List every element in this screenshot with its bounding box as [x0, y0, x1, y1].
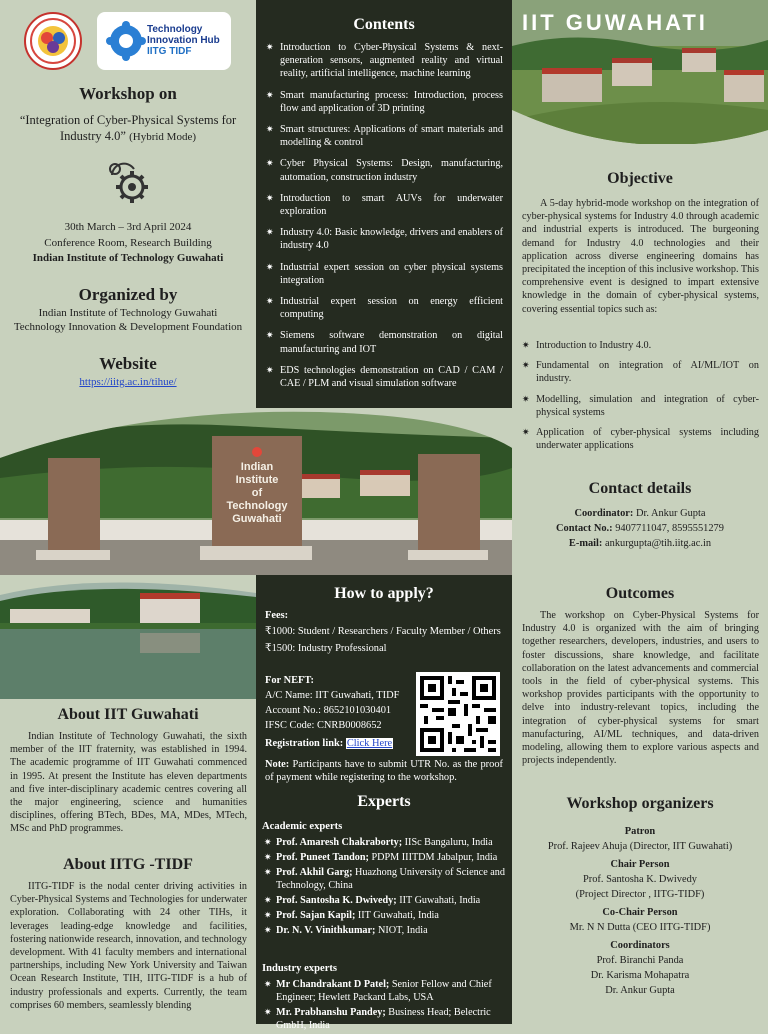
- qr-code: [416, 672, 500, 756]
- workshop-mode: (Hybrid Mode): [129, 131, 196, 143]
- expert-name: Prof. Sajan Kapil;: [276, 910, 356, 921]
- organizer-line-2: Technology Innovation & Development Foundation: [13, 321, 243, 333]
- expert-name: Dr. N. V. Vinithkumar;: [276, 925, 376, 936]
- coordinator-label: Coordinator:: [574, 508, 634, 519]
- industry-experts-heading: Industry experts: [262, 963, 338, 974]
- gate-sign-line: Technology: [226, 500, 288, 512]
- academic-experts-list: [256, 836, 512, 939]
- organizer-line-1: Indian Institute of Technology Guwahati: [38, 307, 218, 319]
- objective-panel: [512, 0, 768, 575]
- workshop-date: 30th March – 3rd April 2024: [64, 221, 192, 233]
- about-tidf-text: IITG-TIDF is the nodal center driving activities in Cyber-Physical Systems and Technologies for underwater exploration. Collaborating with 24 other TIHs, it leverages leading-edge knowledge and facilities, fostering nationwide research, innovation, and technology development. With 41 faculty members and international partnerships, including New York University and Taiwan Ocean Research Institute, TIH, IITG-TIDF is a hub of industry professionals and experts. Currently, the team comprises 60 members, seamlessly blending: [10, 881, 247, 1011]
- fees-label: Fees:: [265, 610, 289, 621]
- expert-affiliation: IISc Bangaluru, India: [404, 837, 493, 848]
- expert-name: Prof. Santosha K. Dwivedy;: [276, 895, 397, 906]
- expert-name: Prof. Akhil Garg;: [276, 867, 353, 878]
- gate-photo: [0, 408, 512, 575]
- experts-heading: Experts: [357, 793, 411, 810]
- registration-link[interactable]: Click Here: [346, 738, 393, 749]
- contents-heading: Contents: [353, 16, 415, 33]
- about-tidf-heading: About IITG -TIDF: [63, 856, 193, 873]
- contents-item: ✷ Introduction to smart AUVs for underwater exploration: [256, 192, 503, 218]
- workshop-institute: Indian Institute of Technology Guwahati: [32, 252, 224, 264]
- tih-logo: [97, 12, 231, 70]
- website-heading: Website: [99, 354, 157, 373]
- neft-label: For NEFT:: [265, 675, 314, 686]
- email-address[interactable]: ankurgupta@tih.iitg.ac.in: [605, 538, 712, 549]
- expert-item: [256, 909, 506, 922]
- expert-affiliation: NIOT, India: [378, 925, 428, 936]
- objective-item: ✷ Modelling, simulation and integration of cyber-physical systems: [512, 393, 759, 419]
- expert-item: [256, 866, 506, 892]
- contents-item: ✷ Siemens software demonstration on digital manufacturing and IOT: [256, 329, 503, 355]
- gate-sign-line: Institute: [235, 474, 279, 486]
- note-text: Participants have to submit UTR No. as the proof of payment while registering to the workshop.: [265, 759, 503, 784]
- apply-panel: [256, 575, 512, 1031]
- workshop-heading: Workshop on: [79, 84, 177, 103]
- contents-item: ✷ Introduction to Cyber-Physical Systems & next-generation sensors, augmented reality and virtual reality, artificial intelligence, machine learning: [256, 41, 503, 81]
- contact-details: [512, 506, 768, 551]
- account-name: A/C Name: IIT Guwahati, TIDF: [265, 690, 400, 701]
- objective-item: ✷ Introduction to Industry 4.0.: [512, 339, 759, 352]
- payment-note: [265, 758, 503, 785]
- gear-icon: [102, 155, 154, 207]
- expert-item: [256, 978, 506, 1004]
- expert-item: [256, 894, 506, 907]
- industry-experts-list: [256, 978, 512, 1034]
- neft-block: [265, 673, 425, 733]
- expert-affiliation: IIT Guwahati, India: [357, 910, 439, 921]
- expert-affiliation: IIT Guwahati, India: [399, 895, 481, 906]
- cochair-name: Mr. N N Dutta (CEO IITG-TIDF): [569, 922, 711, 933]
- contents-panel: [256, 0, 512, 408]
- workshop-venue: Conference Room, Research Building: [44, 237, 212, 249]
- coordinator-name: Dr. Karisma Mohapatra: [590, 970, 690, 981]
- expert-name: Mr Chandrakant D Patel;: [276, 979, 390, 990]
- chair-role: (Project Director , IITG-TIDF): [575, 889, 705, 900]
- contents-item: ✷ Cyber Physical Systems: Design, manufacturing, automation, construction industry: [256, 157, 503, 183]
- expert-affiliation: Business Head; Belectric GmbH, India: [276, 1007, 491, 1031]
- contents-list: [256, 41, 512, 398]
- fee-industry: ₹1500: Industry Professional: [265, 642, 387, 654]
- registration-row: [265, 738, 415, 749]
- organizers-list: [512, 821, 768, 998]
- patron-name: Prof. Rajeev Ahuja (Director, IIT Guwahati): [547, 841, 733, 852]
- logo-text-1: Technology: [147, 24, 203, 35]
- coordinators-label: Coordinators: [610, 940, 670, 951]
- expert-item: [256, 836, 506, 849]
- outcomes-text: The workshop on Cyber-Physical Systems for Industry 4.0 is organized with the aim of bringing together researchers, developers, industries, and users to foster discussions, share knowledge, and facilitate collaboration on the latest advancements and commercial tools in the field of cyber-physical systems. This workshop provides participants with the opportunity to delve into industry-relevant topics, including the integration of cyber-physical systems for smart manufacturing, AI/ML techniques, and data-driven modeling, allowing them to explore various aspects and projects independently.: [522, 610, 759, 767]
- contents-item: ✷ Industry 4.0: Basic knowledge, drivers and enablers of industry 4.0: [256, 226, 503, 252]
- expert-name: Prof. Puneet Tandon;: [276, 852, 369, 863]
- gate-sign-line: Indian: [240, 461, 274, 473]
- coordinator-name: Dr. Ankur Gupta: [635, 508, 706, 519]
- about-iitg-text: Indian Institute of Technology Guwahati, the sixth member of the IIT fraternity, was established in 1994. The academic programme of IIT Guwahati commenced in 1995. At present the Institute has eleven departments and five inter-disciplinary academic centres covering all the major engineering, science and humanities disciplines, offering BTech, BDes, MA, MDes, MTech, MSc and PhD programmes.: [10, 731, 247, 835]
- expert-name: Prof. Amaresh Chakraborty;: [276, 837, 403, 848]
- chair-label: Chair Person: [610, 859, 670, 870]
- gate-sign-line: of: [251, 487, 263, 499]
- objective-item: ✷ Application of cyber-physical systems including underwater applications: [512, 426, 759, 452]
- organizers-heading: Workshop organizers: [566, 795, 714, 812]
- expert-affiliation: Huazhong University of Science and Technology, China: [276, 867, 505, 891]
- registration-label: Registration link:: [265, 738, 344, 749]
- fee-student: ₹1000: Student / Researchers / Faculty Member / Others: [265, 626, 501, 638]
- campus-photo: [512, 0, 768, 144]
- academic-experts-heading: Academic experts: [262, 821, 343, 832]
- contents-item: ✷ Smart manufacturing process: Introduction, process flow and application of 3D printing: [256, 89, 503, 115]
- phone-number: 9407711047, 8595551279: [615, 523, 724, 534]
- fees-block: [265, 609, 503, 658]
- ifsc-code: IFSC Code: CNRB0008652: [265, 720, 382, 731]
- lake-photo: [0, 575, 256, 699]
- about-iitg-heading: About IIT Guwahati: [57, 706, 199, 723]
- website-link[interactable]: https://iitg.ac.in/tihue/: [79, 376, 177, 388]
- note-label: Note:: [265, 759, 290, 770]
- objective-item: ✷ Fundamental on integration of AI/ML/IOT on industry.: [512, 359, 759, 385]
- contents-item: ✷ EDS technologies demonstration on CAD / CAM / CAE / PLM and visual simulation software: [256, 364, 503, 390]
- contents-item: ✷ Smart structures: Applications of smart materials and modelling & control: [256, 123, 503, 149]
- patron-label: Patron: [624, 826, 656, 837]
- organized-heading: Organized by: [78, 285, 178, 304]
- chair-name: Prof. Santosha K. Dwivedy: [583, 874, 697, 885]
- logo-row: [0, 12, 256, 70]
- cochair-label: Co-Chair Person: [602, 907, 678, 918]
- contents-item: ✷ Industrial expert session on cyber physical systems integration: [256, 261, 503, 287]
- expert-affiliation: PDPM IIITDM Jabalpur, India: [371, 852, 498, 863]
- contents-item: ✷ Industrial expert session on energy efficient computing: [256, 295, 503, 321]
- expert-item: [256, 1006, 506, 1032]
- objective-text: A 5-day hybrid-mode workshop on the integration of cyber-physical systems for Industry 4.0 through academic and industrial experts is introduced. The burgeoning demand for Industry 4.0 technologies and their application across diverse engineering domains has precipitated the inception of this inclusive workshop. This comprehensive event is designed to impart extensive knowledge in the domain of cyber-physical systems, covering essential topics such as:: [522, 198, 759, 315]
- outcomes-panel: [512, 575, 768, 1024]
- gate-sign-line: Guwahati: [232, 513, 282, 525]
- outcomes-heading: Outcomes: [605, 585, 675, 602]
- workshop-title: [10, 112, 246, 145]
- workshop-info-panel: [0, 0, 256, 408]
- expert-item: [256, 851, 506, 864]
- apply-heading: How to apply?: [334, 585, 434, 602]
- contact-heading: Contact details: [588, 480, 692, 497]
- objective-list: [512, 339, 768, 459]
- email-label: E-mail:: [568, 538, 603, 549]
- campus-label: IIT GUWAHATI: [522, 10, 708, 35]
- phone-label: Contact No.:: [556, 523, 613, 534]
- coordinator-name: Prof. Biranchi Panda: [596, 955, 684, 966]
- expert-item: [256, 924, 506, 937]
- objective-heading: Objective: [607, 170, 673, 187]
- coordinator-name: Dr. Ankur Gupta: [605, 985, 675, 996]
- logo-text-3: IITG TIDF: [147, 46, 192, 57]
- about-panel: [0, 575, 256, 1024]
- iitg-logo: [24, 12, 82, 70]
- logo-text-2: Innovation Hub: [147, 35, 220, 46]
- expert-affiliation: Senior Fellow and Chief Engineer; Hewlett Packard Labs, USA: [276, 979, 492, 1003]
- account-number: Account No.: 8652101030401: [265, 705, 392, 716]
- expert-name: Mr. Prabhanshu Pandey;: [276, 1007, 386, 1018]
- workshop-title-text: “Integration of Cyber-Physical Systems for Industry 4.0”: [19, 113, 237, 143]
